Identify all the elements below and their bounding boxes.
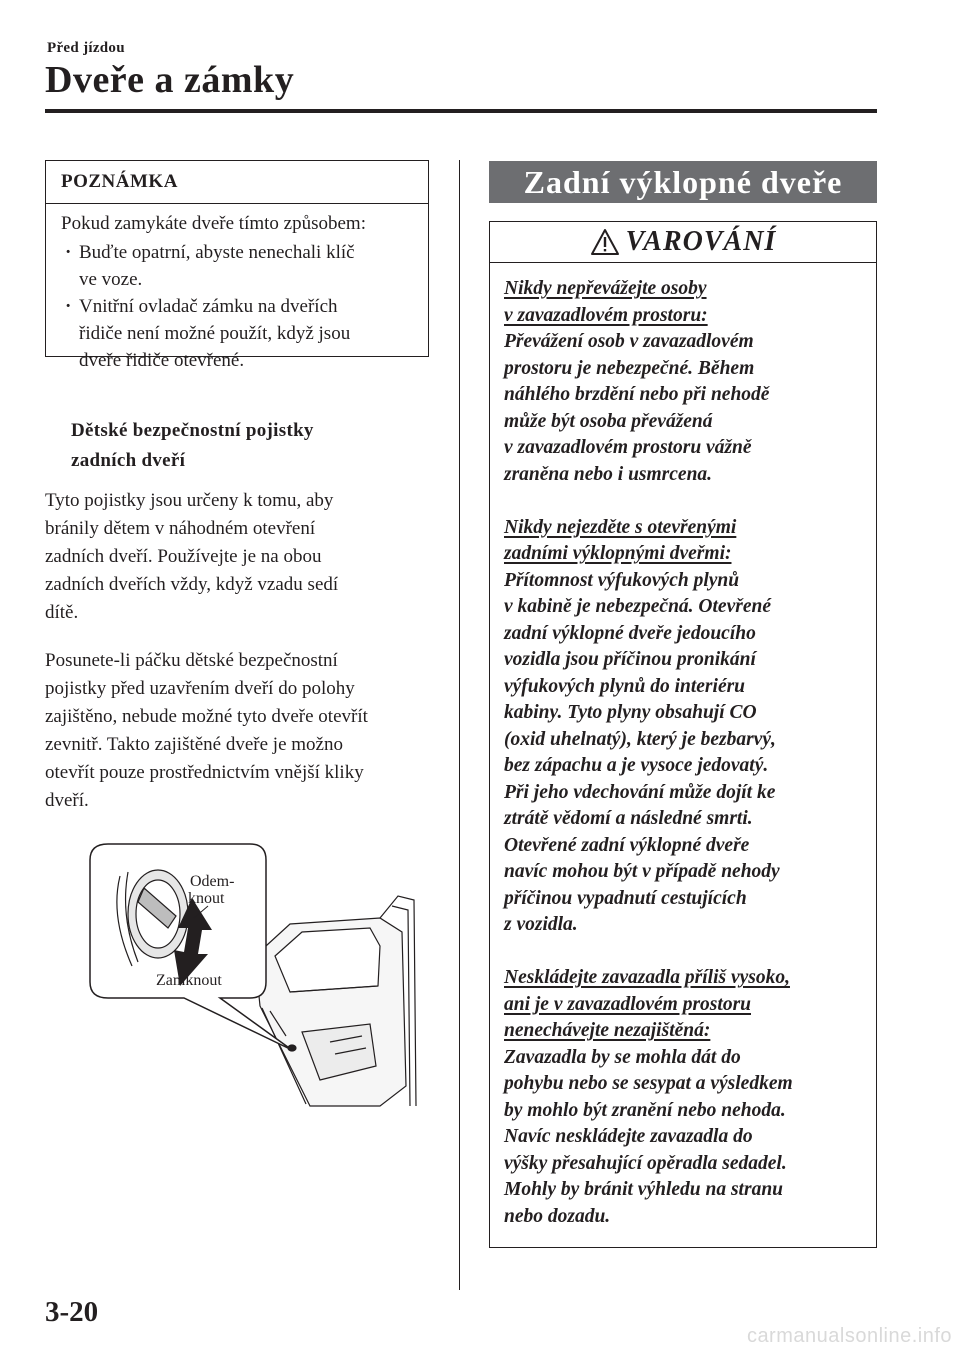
unlock-label: Odem-knout [188,873,235,907]
note-list [61,239,416,374]
note-intro: Pokud zamykáte dveře tímto způsobem: [61,213,366,234]
child-lock-paragraph-1: Tyto pojistky jsou určeny k tomu, aby bránily dětem v náhodném otevření zadních dveří. Používejte je na obou zadních dveřích vždy, když vzadu sedí dítě. [45,490,339,623]
section-label: Před jízdou [47,40,125,56]
warning-triangle-icon [590,228,620,256]
warning-block: Nikdy nepřevážejte osoby v zavazadlovém prostoru: Převážení osob v zavazadlovém prostoru je nebezpečné. Během náhlého brzdění nebo při nehodě může být osoba převážená v zavazadlovém prostoru vážně zraněna nebo i usmrcena. [504,278,770,485]
warning-box [489,221,877,1248]
note-list-item: · Buďte opatrní, abyste nenechali klíč ve voze. [61,239,416,293]
page-number: 3-20 [45,1296,99,1328]
warning-block: Nikdy nejezděte s otevřenými zadními výklopnými dveřmi: Přítomnost výfukových plynů v kabině je nebezpečná. Otevřené zadní výklopné dveře jedoucího vozidla jsou příčinou pronikání výfukových plynů do interiéru kabiny. Tyto plyny obsahují CO (oxid uhelnatý), který je bezbarvý, bez zápachu a je vysoce jedovatý. Při jeho vdechování může dojít ke ztrátě vědomí a následné smrti. Otevřené zadní výklopné dveře navíc mohou být v případě nehody příčinou vypadnutí cestujících z vozidla. [504,516,780,935]
warning-header [490,222,876,263]
warning-title: VAROVÁNÍ [625,226,777,257]
lock-label: Zamknout [156,972,222,989]
child-lock-paragraph-2: Posunete-li páčku dětské bezpečnostní pojistky před uzavřením dveří do polohy zajištěno, nebude možné tyto dveře otevřít zevnitř. Takto zajištěné dveře je možno otevřít pouze prostřednictvím vnější kliky dveří. [45,650,368,811]
warning-body [490,263,876,1230]
warning-block: Neskládejte zavazadla příliš vysoko, ani je v zavazadlovém prostoru nenechávejte nezajištěná: Zavazadla by se mohla dát do pohybu nebo se sesypat a výsledkem by mohlo být zranění nebo nehoda. Navíc neskládejte zavazadla do výšky přesahující opěradla sedadel. Mohly by bránit výhledu na stranu nebo dozadu. [504,967,793,1227]
note-box [45,160,429,371]
note-body [46,204,428,374]
rear-door-drawing [255,896,416,1106]
note-list-item: · Vnitřní ovladač zámku na dveřích řidiče není možné použít, když jsou dveře řidiče otevřené. [61,293,416,374]
child-lock-heading: Dětské bezpečnostní pojistky zadních dveří [71,420,314,471]
column-divider [459,160,460,1290]
watermark: carmanualsonline.info [746,1325,952,1347]
title-divider [45,109,877,113]
page-title: Dveře a zámky [45,59,295,101]
child-lock-illustration [80,836,420,1116]
note-heading: POZNÁMKA [46,161,428,204]
section-banner: Zadní výklopné dveře [489,161,877,203]
